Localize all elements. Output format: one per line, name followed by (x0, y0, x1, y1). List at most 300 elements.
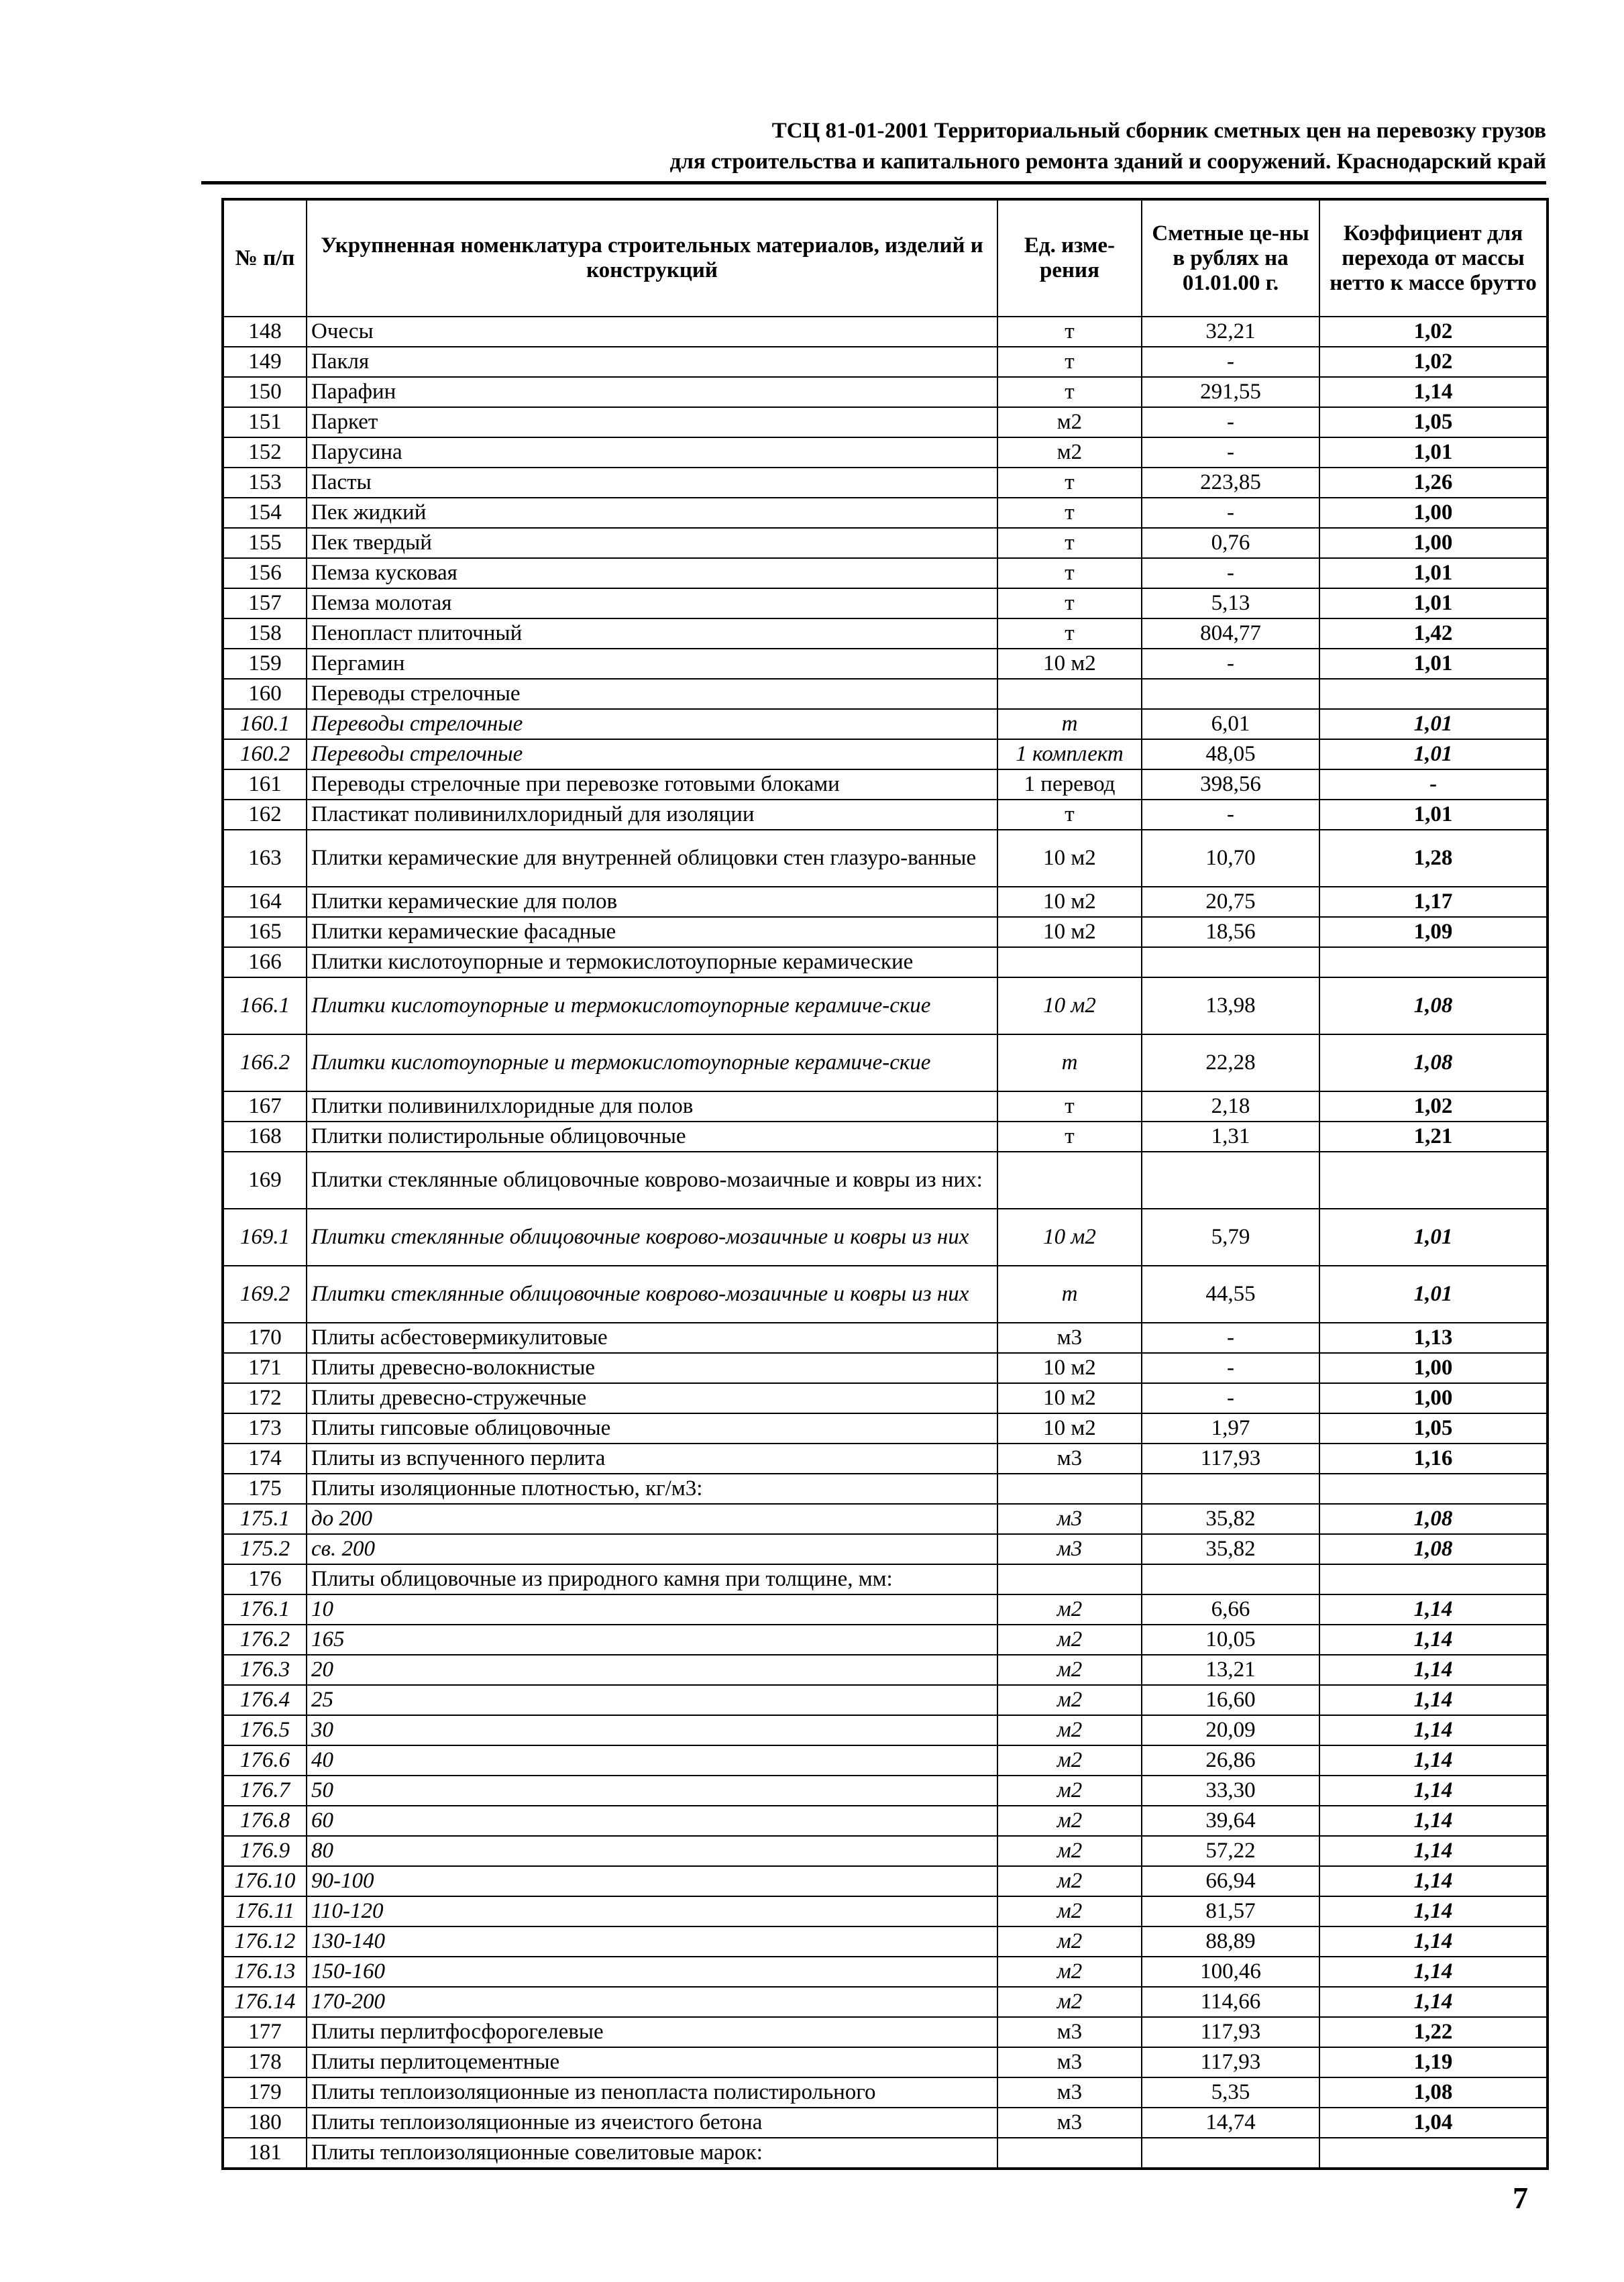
row-number: 180 (223, 2108, 307, 2138)
row-name: Плитки керамические для полов (307, 887, 997, 917)
row-name: 130-140 (307, 1926, 997, 1957)
row-number: 174 (223, 1444, 307, 1474)
row-number: 157 (223, 588, 307, 618)
row-price: 14,74 (1142, 2108, 1319, 2138)
table-row (223, 618, 1548, 649)
row-price: 804,77 (1142, 618, 1319, 649)
row-price: 20,75 (1142, 887, 1319, 917)
row-coefficient: 1,08 (1319, 977, 1548, 1034)
row-coefficient: 1,01 (1319, 1266, 1548, 1323)
row-unit: м3 (997, 1444, 1142, 1474)
row-price: 26,86 (1142, 1745, 1319, 1776)
row-unit: т (997, 1034, 1142, 1091)
row-unit: т (997, 347, 1142, 377)
row-price: 117,93 (1142, 1444, 1319, 1474)
row-price: 1,97 (1142, 1413, 1319, 1444)
row-name: Плиты теплоизоляционные из ячеистого бетона (307, 2108, 997, 2138)
row-unit: т (997, 709, 1142, 739)
row-name: 10 (307, 1594, 997, 1625)
row-unit (997, 1474, 1142, 1504)
row-price: 100,46 (1142, 1957, 1319, 1987)
row-coefficient: 1,00 (1319, 498, 1548, 528)
table-row (223, 2047, 1548, 2077)
row-unit: м2 (997, 1776, 1142, 1806)
row-coefficient: - (1319, 769, 1548, 800)
row-unit: 10 м2 (997, 649, 1142, 679)
row-name: 30 (307, 1715, 997, 1745)
row-unit: 10 м2 (997, 887, 1142, 917)
row-name: 165 (307, 1625, 997, 1655)
table-row (223, 917, 1548, 947)
row-number: 148 (223, 317, 307, 347)
row-price: 33,30 (1142, 1776, 1319, 1806)
row-number: 176 (223, 1564, 307, 1594)
table-row (223, 1594, 1548, 1625)
document-header (510, 115, 1546, 177)
table-row (223, 1474, 1548, 1504)
row-coefficient: 1,01 (1319, 800, 1548, 830)
row-number: 176.5 (223, 1715, 307, 1745)
row-number: 169.2 (223, 1266, 307, 1323)
row-coefficient (1319, 1474, 1548, 1504)
row-unit: т (997, 468, 1142, 498)
row-coefficient: 1,05 (1319, 1413, 1548, 1444)
row-name: Плитки керамические фасадные (307, 917, 997, 947)
row-unit: 1 перевод (997, 769, 1142, 800)
row-coefficient: 1,26 (1319, 468, 1548, 498)
row-number: 176.14 (223, 1987, 307, 2017)
row-coefficient (1319, 679, 1548, 709)
row-number: 169.1 (223, 1209, 307, 1266)
row-price (1142, 679, 1319, 709)
row-price: - (1142, 1323, 1319, 1353)
row-unit: т (997, 1266, 1142, 1323)
row-coefficient: 1,09 (1319, 917, 1548, 947)
row-name: Пек жидкий (307, 498, 997, 528)
row-unit: м3 (997, 2077, 1142, 2108)
row-price: 117,93 (1142, 2017, 1319, 2047)
row-number: 154 (223, 498, 307, 528)
row-number: 175 (223, 1474, 307, 1504)
table-row (223, 347, 1548, 377)
row-name: Переводы стрелочные (307, 739, 997, 769)
table-row (223, 1353, 1548, 1383)
row-unit: 10 м2 (997, 1353, 1142, 1383)
table-row (223, 1266, 1548, 1323)
table-row (223, 1926, 1548, 1957)
table-row (223, 377, 1548, 407)
row-price: - (1142, 800, 1319, 830)
row-unit: т (997, 528, 1142, 558)
row-number: 162 (223, 800, 307, 830)
row-number: 181 (223, 2138, 307, 2169)
row-unit (997, 1152, 1142, 1209)
table-row (223, 739, 1548, 769)
row-coefficient (1319, 2138, 1548, 2169)
row-price (1142, 1564, 1319, 1594)
row-number: 170 (223, 1323, 307, 1353)
row-coefficient: 1,08 (1319, 1034, 1548, 1091)
row-unit: м3 (997, 1504, 1142, 1534)
row-unit: м2 (997, 1715, 1142, 1745)
row-name: Плиты древесно-стружечные (307, 1383, 997, 1413)
row-price: 88,89 (1142, 1926, 1319, 1957)
col-header-unit: Ед. изме-рения (997, 199, 1142, 317)
row-coefficient: 1,14 (1319, 1715, 1548, 1745)
row-name: Пемза кусковая (307, 558, 997, 588)
row-price: 10,70 (1142, 830, 1319, 887)
row-coefficient: 1,01 (1319, 558, 1548, 588)
row-price: 5,35 (1142, 2077, 1319, 2108)
row-number: 176.2 (223, 1625, 307, 1655)
row-number: 176.3 (223, 1655, 307, 1685)
table-row (223, 977, 1548, 1034)
row-name: Очесы (307, 317, 997, 347)
table-row (223, 1685, 1548, 1715)
row-name: Паркет (307, 407, 997, 437)
row-name: Плитки стеклянные облицовочные коврово-мозаичные и ковры из них (307, 1266, 997, 1323)
row-name: Пек твердый (307, 528, 997, 558)
row-unit: м3 (997, 2047, 1142, 2077)
row-unit: м2 (997, 1896, 1142, 1926)
table-row (223, 1776, 1548, 1806)
row-coefficient: 1,14 (1319, 1655, 1548, 1685)
row-number: 150 (223, 377, 307, 407)
row-coefficient: 1,08 (1319, 2077, 1548, 2108)
row-coefficient: 1,01 (1319, 588, 1548, 618)
row-name: Плитки кислотоупорные и термокислотоупорные керамиче-ские (307, 977, 997, 1034)
row-unit: т (997, 588, 1142, 618)
row-price: 35,82 (1142, 1504, 1319, 1534)
row-coefficient: 1,16 (1319, 1444, 1548, 1474)
table-row (223, 1896, 1548, 1926)
row-coefficient: 1,42 (1319, 618, 1548, 649)
table-row (223, 2108, 1548, 2138)
row-name: Плиты древесно-волокнистые (307, 1353, 997, 1383)
row-coefficient (1319, 1564, 1548, 1594)
row-name: Пемза молотая (307, 588, 997, 618)
row-unit: 10 м2 (997, 1413, 1142, 1444)
row-unit: м3 (997, 1534, 1142, 1564)
row-number: 177 (223, 2017, 307, 2047)
row-number: 165 (223, 917, 307, 947)
row-number: 159 (223, 649, 307, 679)
table-row (223, 1209, 1548, 1266)
row-number: 151 (223, 407, 307, 437)
row-name: Плиты перлитфосфорогелевые (307, 2017, 997, 2047)
row-name: Переводы стрелочные (307, 679, 997, 709)
table-row (223, 1745, 1548, 1776)
row-name: Плиты теплоизоляционные совелитовые марок: (307, 2138, 997, 2169)
row-name: 25 (307, 1685, 997, 1715)
row-number: 166.2 (223, 1034, 307, 1091)
row-number: 176.13 (223, 1957, 307, 1987)
row-name: 60 (307, 1806, 997, 1836)
row-coefficient: 1,14 (1319, 1776, 1548, 1806)
row-coefficient (1319, 947, 1548, 977)
row-name: Плитки стеклянные облицовочные коврово-мозаичные и ковры из них (307, 1209, 997, 1266)
row-name: Пасты (307, 468, 997, 498)
row-coefficient: 1,14 (1319, 1806, 1548, 1836)
row-coefficient: 1,22 (1319, 2017, 1548, 2047)
table-header-row (223, 199, 1548, 317)
row-coefficient: 1,13 (1319, 1323, 1548, 1353)
table-row (223, 468, 1548, 498)
row-number: 160.2 (223, 739, 307, 769)
row-name: Плитки керамические для внутренней облицовки стен глазуро-ванные (307, 830, 997, 887)
row-number: 176.9 (223, 1836, 307, 1866)
row-number: 156 (223, 558, 307, 588)
row-price: 5,79 (1142, 1209, 1319, 1266)
row-unit: 10 м2 (997, 1209, 1142, 1266)
row-price: 5,13 (1142, 588, 1319, 618)
table-row (223, 1444, 1548, 1474)
row-unit: м2 (997, 437, 1142, 468)
row-coefficient: 1,17 (1319, 887, 1548, 917)
table-row (223, 1383, 1548, 1413)
row-unit: т (997, 1122, 1142, 1152)
row-name: Парусина (307, 437, 997, 468)
table-row (223, 1715, 1548, 1745)
row-number: 179 (223, 2077, 307, 2108)
row-price: - (1142, 347, 1319, 377)
price-table (221, 198, 1549, 2170)
row-coefficient: 1,08 (1319, 1534, 1548, 1564)
row-coefficient: 1,02 (1319, 317, 1548, 347)
row-price: 44,55 (1142, 1266, 1319, 1323)
row-unit: м2 (997, 1957, 1142, 1987)
row-price: 22,28 (1142, 1034, 1319, 1091)
row-coefficient: 1,00 (1319, 528, 1548, 558)
table-row (223, 887, 1548, 917)
row-unit: м2 (997, 1836, 1142, 1866)
row-name: 20 (307, 1655, 997, 1685)
row-number: 164 (223, 887, 307, 917)
row-price (1142, 2138, 1319, 2169)
header-rule (201, 181, 1546, 184)
table-row (223, 830, 1548, 887)
row-coefficient: 1,05 (1319, 407, 1548, 437)
row-price: 81,57 (1142, 1896, 1319, 1926)
row-price: 6,01 (1142, 709, 1319, 739)
row-unit: м2 (997, 1745, 1142, 1776)
row-coefficient: 1,04 (1319, 2108, 1548, 2138)
row-name: Плиты асбестовермикулитовые (307, 1323, 997, 1353)
table-row (223, 1655, 1548, 1685)
row-number: 166 (223, 947, 307, 977)
row-name: 40 (307, 1745, 997, 1776)
row-price (1142, 1152, 1319, 1209)
row-price (1142, 1474, 1319, 1504)
row-coefficient: 1,01 (1319, 437, 1548, 468)
row-price: 48,05 (1142, 739, 1319, 769)
row-number: 176.7 (223, 1776, 307, 1806)
row-price: 57,22 (1142, 1836, 1319, 1866)
row-unit: 10 м2 (997, 830, 1142, 887)
row-price: 398,56 (1142, 769, 1319, 800)
table-row (223, 1836, 1548, 1866)
row-name: Плиты из вспученного перлита (307, 1444, 997, 1474)
table-row (223, 769, 1548, 800)
row-number: 176.10 (223, 1866, 307, 1896)
row-price: 20,09 (1142, 1715, 1319, 1745)
table-row (223, 437, 1548, 468)
row-number: 176.11 (223, 1896, 307, 1926)
row-unit: т (997, 498, 1142, 528)
row-unit (997, 2138, 1142, 2169)
table-row (223, 1091, 1548, 1122)
col-header-number: № п/п (223, 199, 307, 317)
row-number: 153 (223, 468, 307, 498)
row-unit: м2 (997, 1625, 1142, 1655)
row-number: 176.12 (223, 1926, 307, 1957)
row-unit: м2 (997, 1987, 1142, 2017)
table-row (223, 1957, 1548, 1987)
row-price: 6,66 (1142, 1594, 1319, 1625)
row-price: 223,85 (1142, 468, 1319, 498)
row-coefficient: 1,14 (1319, 1866, 1548, 1896)
table-row (223, 649, 1548, 679)
row-name: 170-200 (307, 1987, 997, 2017)
row-price: 291,55 (1142, 377, 1319, 407)
row-unit: 1 комплект (997, 739, 1142, 769)
table-row (223, 1034, 1548, 1091)
row-name: Пергамин (307, 649, 997, 679)
row-coefficient (1319, 1152, 1548, 1209)
row-number: 176.4 (223, 1685, 307, 1715)
row-price: - (1142, 1383, 1319, 1413)
row-name: 150-160 (307, 1957, 997, 1987)
row-price: - (1142, 649, 1319, 679)
row-number: 152 (223, 437, 307, 468)
row-name: 80 (307, 1836, 997, 1866)
row-unit: м2 (997, 407, 1142, 437)
row-name: 90-100 (307, 1866, 997, 1896)
row-name: Пенопласт плиточный (307, 618, 997, 649)
row-price: 117,93 (1142, 2047, 1319, 2077)
table-row (223, 588, 1548, 618)
row-price (1142, 947, 1319, 977)
table-row (223, 1534, 1548, 1564)
row-number: 160.1 (223, 709, 307, 739)
row-number: 158 (223, 618, 307, 649)
table-row (223, 1504, 1548, 1534)
table-row (223, 800, 1548, 830)
row-unit: т (997, 377, 1142, 407)
row-number: 175.2 (223, 1534, 307, 1564)
row-number: 166.1 (223, 977, 307, 1034)
table-row (223, 1564, 1548, 1594)
table-body (223, 317, 1548, 2169)
row-price: 35,82 (1142, 1534, 1319, 1564)
row-unit: 10 м2 (997, 977, 1142, 1034)
row-name: 110-120 (307, 1896, 997, 1926)
row-coefficient: 1,14 (1319, 377, 1548, 407)
row-coefficient: 1,28 (1319, 830, 1548, 887)
row-coefficient: 1,14 (1319, 1987, 1548, 2017)
row-name: Плиты облицовочные из природного камня при толщине, мм: (307, 1564, 997, 1594)
row-price: - (1142, 407, 1319, 437)
table-row (223, 498, 1548, 528)
row-name: Парафин (307, 377, 997, 407)
row-coefficient: 1,14 (1319, 1745, 1548, 1776)
row-coefficient: 1,14 (1319, 1957, 1548, 1987)
row-unit (997, 947, 1142, 977)
row-number: 163 (223, 830, 307, 887)
table-row (223, 1152, 1548, 1209)
row-number: 169 (223, 1152, 307, 1209)
col-header-name: Укрупненная номенклатура строительных материалов, изделий и конструкций (307, 199, 997, 317)
row-unit: м2 (997, 1594, 1142, 1625)
row-coefficient: 1,14 (1319, 1625, 1548, 1655)
row-coefficient: 1,14 (1319, 1896, 1548, 1926)
row-unit: м3 (997, 2108, 1142, 2138)
row-unit: 10 м2 (997, 917, 1142, 947)
row-name: св. 200 (307, 1534, 997, 1564)
row-coefficient: 1,21 (1319, 1122, 1548, 1152)
row-number: 175.1 (223, 1504, 307, 1534)
row-coefficient: 1,02 (1319, 347, 1548, 377)
row-coefficient: 1,01 (1319, 649, 1548, 679)
page-number: 7 (1513, 2181, 1528, 2215)
table-row (223, 1122, 1548, 1152)
row-unit: м2 (997, 1806, 1142, 1836)
row-price: - (1142, 437, 1319, 468)
row-name: Плиты изоляционные плотностью, кг/м3: (307, 1474, 997, 1504)
table-row (223, 947, 1548, 977)
row-name: Плитки кислотоупорные и термокислотоупорные керамические (307, 947, 997, 977)
table-row (223, 2138, 1548, 2169)
row-number: 178 (223, 2047, 307, 2077)
row-number: 160 (223, 679, 307, 709)
row-coefficient: 1,02 (1319, 1091, 1548, 1122)
row-price: 2,18 (1142, 1091, 1319, 1122)
row-number: 172 (223, 1383, 307, 1413)
row-unit: т (997, 317, 1142, 347)
row-unit: т (997, 558, 1142, 588)
row-name: Плитки поливинилхлоридные для полов (307, 1091, 997, 1122)
row-coefficient: 1,14 (1319, 1926, 1548, 1957)
row-number: 149 (223, 347, 307, 377)
row-coefficient: 1,14 (1319, 1594, 1548, 1625)
row-coefficient: 1,14 (1319, 1685, 1548, 1715)
row-price: 16,60 (1142, 1685, 1319, 1715)
row-unit: м2 (997, 1866, 1142, 1896)
table-row (223, 317, 1548, 347)
table-row (223, 1987, 1548, 2017)
row-price: 1,31 (1142, 1122, 1319, 1152)
row-unit: т (997, 1091, 1142, 1122)
table-row (223, 679, 1548, 709)
table-row (223, 1806, 1548, 1836)
table-row (223, 2017, 1548, 2047)
table-row (223, 1866, 1548, 1896)
header-line-2: для строительства и капитального ремонта зданий и сооружений. Краснодарский край (669, 150, 1546, 174)
row-coefficient: 1,08 (1319, 1504, 1548, 1534)
row-coefficient: 1,19 (1319, 2047, 1548, 2077)
row-name: Переводы стрелочные при перевозке готовыми блоками (307, 769, 997, 800)
row-coefficient: 1,14 (1319, 1836, 1548, 1866)
header-line-1: ТСЦ 81-01-2001 Территориальный сборник сметных цен на перевозку грузов (771, 119, 1546, 143)
row-unit: м2 (997, 1685, 1142, 1715)
row-price: 114,66 (1142, 1987, 1319, 2017)
row-number: 173 (223, 1413, 307, 1444)
row-number: 171 (223, 1353, 307, 1383)
table-row (223, 407, 1548, 437)
row-coefficient: 1,01 (1319, 739, 1548, 769)
row-number: 168 (223, 1122, 307, 1152)
row-coefficient: 1,01 (1319, 709, 1548, 739)
